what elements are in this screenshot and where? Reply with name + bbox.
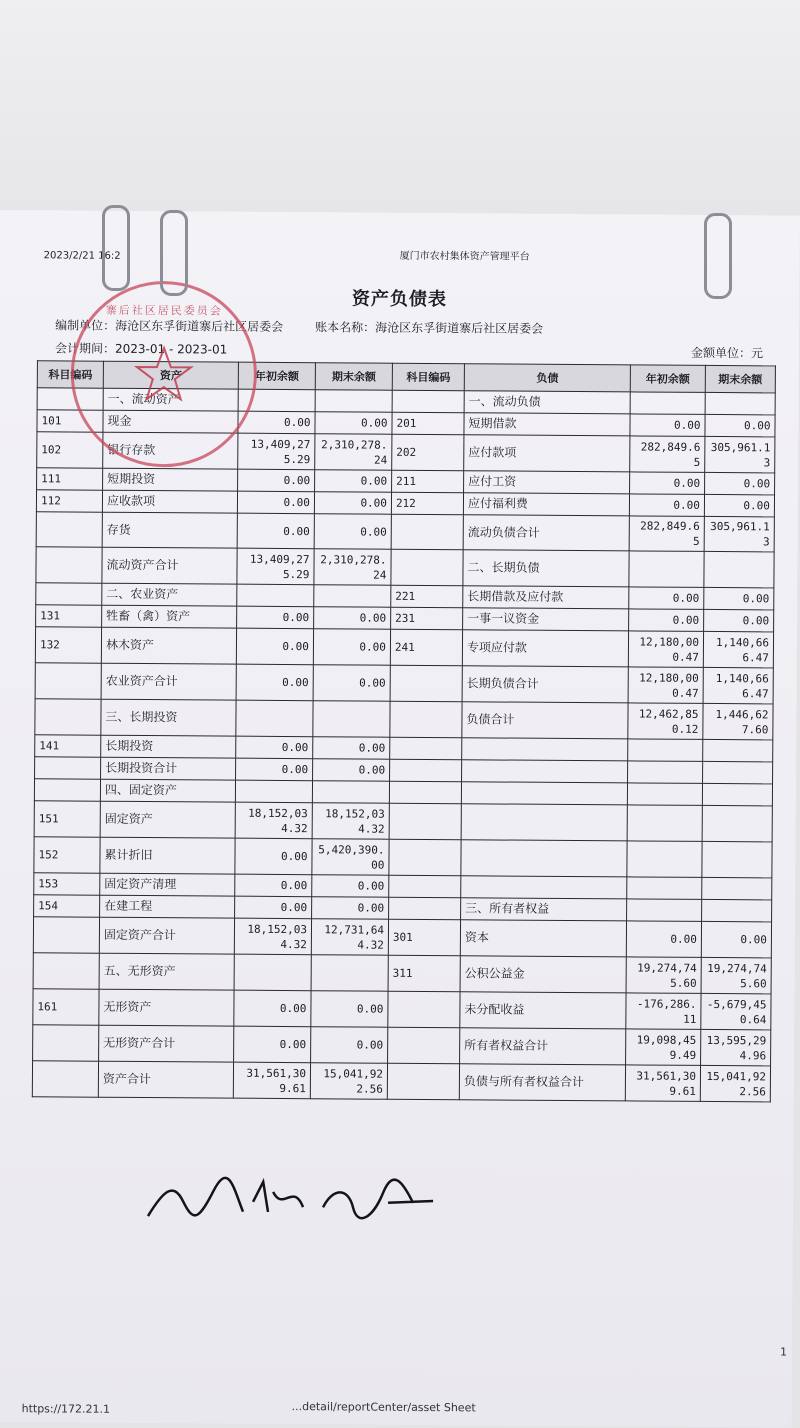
- cell-asset-name: 流动资产合计: [102, 547, 237, 584]
- cell-liab-code: 231: [391, 607, 463, 630]
- cell-liab-opening: [627, 805, 702, 842]
- table-row: [35, 663, 773, 704]
- cell-liab-closing: [704, 551, 774, 587]
- cell-liab-name: 负债与所有者权益合计: [459, 1064, 625, 1101]
- cell-liab-name: 短期借款: [464, 413, 630, 436]
- cell-liab-closing: [703, 761, 773, 783]
- cell-asset-closing: [312, 781, 389, 804]
- currency-unit: 金额单位：元: [690, 345, 764, 361]
- cell-liab-closing: [702, 841, 772, 877]
- cell-asset-opening: 0.00: [236, 758, 313, 781]
- cell-asset-opening: 0.00: [238, 411, 315, 434]
- official-seal: [70, 281, 257, 468]
- cell-liab-name: [461, 782, 627, 805]
- cell-asset-opening: [237, 584, 314, 607]
- cell-asset-opening: 0.00: [237, 491, 314, 514]
- paper-clip: [704, 213, 732, 299]
- cell-liab-name: 长期负债合计: [462, 666, 628, 703]
- cell-liab-code: 211: [392, 470, 464, 493]
- cell-liab-opening: 19,098,459.49: [626, 1029, 701, 1066]
- col-liability: 负债: [464, 364, 630, 392]
- cell-asset-code: 154: [34, 895, 100, 917]
- cell-liab-name: 一、流动负债: [464, 391, 630, 414]
- cell-asset-code: 131: [36, 605, 102, 627]
- cell-liab-name: 三、所有者权益: [461, 898, 627, 921]
- col-liability-closing: 期末余额: [705, 365, 775, 392]
- cell-asset-closing: [311, 955, 388, 992]
- cell-liab-opening: [629, 551, 704, 588]
- cell-asset-code: 132: [35, 627, 101, 663]
- cell-asset-code: 111: [37, 468, 103, 490]
- cell-asset-name: 资产合计: [98, 1061, 233, 1098]
- cell-asset-opening: 0.00: [235, 896, 312, 919]
- cell-liab-closing: 305,961.13: [704, 516, 774, 551]
- table-row: [34, 837, 772, 878]
- platform-name: 厦门市农村集体资产管理平台: [399, 250, 530, 263]
- footer-url: https://172.21.1: [21, 1402, 111, 1416]
- cell-asset-opening: 0.00: [234, 1026, 311, 1063]
- cell-liab-code: 311: [388, 955, 460, 992]
- cell-liab-name: [462, 738, 628, 761]
- cell-asset-closing: 0.00: [314, 492, 391, 515]
- cell-liab-closing: 0.00: [701, 921, 771, 957]
- cell-asset-closing: 2,310,278.24: [314, 549, 391, 586]
- cell-liab-code: 202: [392, 434, 464, 471]
- cell-liab-name: 未分配收益: [460, 992, 626, 1029]
- cell-asset-closing: 15,041,922.56: [310, 1063, 387, 1100]
- table-row: [34, 801, 772, 842]
- cell-liab-name: 资本: [460, 920, 626, 957]
- cell-liab-code: 221: [391, 585, 463, 608]
- cell-asset-code: [36, 547, 102, 583]
- cell-asset-name: 四、固定资产: [100, 779, 235, 802]
- cell-asset-name: 存货: [102, 512, 237, 548]
- cell-liab-closing: 0.00: [704, 609, 774, 631]
- cell-liab-code: [390, 737, 462, 760]
- cell-asset-name: 无形资产合计: [99, 1025, 234, 1062]
- cell-liab-closing: [702, 877, 772, 899]
- cell-asset-closing: 5,420,390.00: [312, 839, 389, 876]
- cell-asset-opening: 13,409,275.29: [237, 548, 314, 585]
- cell-liab-code: [387, 1063, 459, 1100]
- table-row: [36, 512, 774, 552]
- cell-liab-code: [388, 1027, 460, 1064]
- table-row: [35, 627, 773, 668]
- handwritten-signatures: [143, 1171, 443, 1233]
- cell-asset-code: [32, 1061, 98, 1097]
- cell-liab-code: [390, 665, 462, 702]
- cell-asset-closing: 18,152,034.32: [312, 803, 389, 840]
- cell-asset-name: 长期投资: [101, 735, 236, 758]
- cell-asset-opening: 0.00: [237, 513, 314, 549]
- cell-asset-closing: 0.00: [313, 629, 390, 666]
- cell-liab-name: 专项应付款: [462, 630, 628, 667]
- cell-liab-closing: 1,446,627.60: [703, 703, 773, 739]
- cell-asset-code: 102: [37, 432, 103, 468]
- table-row: [33, 953, 771, 994]
- account-name: 账本名称：海沧区东孚街道寨后社区居委会: [315, 320, 544, 336]
- cell-asset-closing: 2,310,278.24: [315, 434, 392, 471]
- cell-asset-closing: 0.00: [314, 607, 391, 630]
- cell-asset-opening: 0.00: [235, 874, 312, 897]
- cell-liab-name: 所有者权益合计: [460, 1028, 626, 1065]
- col-asset-closing: 期末余额: [315, 363, 392, 391]
- table-row: [32, 1061, 770, 1102]
- cell-liab-name: 负债合计: [462, 702, 628, 739]
- cell-asset-closing: 0.00: [312, 897, 389, 920]
- cell-asset-name: 现金: [103, 410, 238, 433]
- cell-liab-opening: 0.00: [630, 414, 705, 437]
- cell-asset-code: [35, 663, 101, 699]
- cell-asset-opening: 0.00: [236, 628, 313, 665]
- col-asset: 资产: [103, 361, 238, 389]
- cell-asset-closing: 0.00: [315, 412, 392, 435]
- col-asset-code: 科目编码: [37, 361, 103, 388]
- cell-liab-closing: 305,961.13: [705, 436, 775, 472]
- cell-liab-closing: 0.00: [705, 414, 775, 436]
- cell-liab-code: [391, 549, 463, 586]
- page-title: 资产负债表: [351, 288, 447, 311]
- cell-asset-code: 153: [34, 873, 100, 895]
- cell-asset-closing: 0.00: [311, 991, 388, 1028]
- cell-liab-name: [461, 840, 627, 877]
- cell-asset-closing: 0.00: [312, 875, 389, 898]
- cell-asset-closing: [315, 390, 392, 413]
- cell-asset-name: 应收款项: [102, 490, 237, 513]
- cell-asset-opening: 0.00: [236, 664, 313, 701]
- cell-asset-name: 三、长期投资: [101, 699, 236, 736]
- cell-asset-name: 牲畜（禽）资产: [102, 605, 237, 628]
- cell-liab-code: [389, 897, 461, 920]
- background-wall: [0, 0, 800, 222]
- cell-liab-opening: -176,286.11: [626, 993, 701, 1030]
- page-mark: 1: [780, 1345, 788, 1359]
- cell-asset-opening: 13,409,275.29: [238, 433, 315, 470]
- cell-asset-opening: [236, 700, 313, 737]
- cell-asset-name: 农业资产合计: [101, 663, 236, 700]
- cell-liab-closing: [705, 392, 775, 414]
- seal-star-icon: [134, 344, 194, 404]
- cell-asset-code: 161: [33, 989, 99, 1025]
- col-liability-opening: 年初余额: [630, 365, 705, 393]
- compiling-unit: 编制单位：海沧区东孚街道寨后社区居委会: [55, 318, 284, 334]
- cell-liab-code: [390, 759, 462, 782]
- cell-liab-opening: [627, 899, 702, 922]
- cell-asset-name: 累计折旧: [100, 837, 235, 874]
- cell-asset-code: [35, 757, 101, 779]
- table-row: [36, 547, 774, 588]
- cell-asset-opening: 0.00: [237, 606, 314, 629]
- cell-liab-opening: 12,180,000.47: [628, 667, 703, 704]
- cell-liab-closing: [702, 783, 772, 805]
- cell-asset-name: 固定资产合计: [99, 917, 234, 954]
- cell-liab-opening: 282,849.65: [629, 516, 704, 552]
- cell-asset-code: 141: [35, 735, 101, 757]
- cell-liab-opening: [628, 761, 703, 784]
- cell-liab-opening: 0.00: [630, 472, 705, 495]
- balance-sheet-table: [32, 360, 776, 1102]
- cell-asset-code: [35, 699, 101, 735]
- cell-asset-code: [36, 512, 102, 547]
- cell-asset-name: 五、无形资产: [99, 953, 234, 990]
- cell-liab-name: 流动负债合计: [463, 515, 629, 551]
- cell-asset-opening: 31,561,309.61: [233, 1062, 310, 1099]
- cell-liab-opening: [627, 877, 702, 900]
- cell-liab-name: 应付款项: [464, 435, 630, 472]
- cell-asset-code: [33, 953, 99, 989]
- cell-liab-opening: [628, 739, 703, 762]
- cell-liab-closing: 19,274,745.60: [701, 957, 771, 993]
- cell-liab-code: [388, 991, 460, 1028]
- cell-liab-name: 应付福利费: [463, 493, 629, 516]
- cell-liab-opening: 31,561,309.61: [625, 1065, 700, 1102]
- cell-liab-code: 301: [388, 919, 460, 956]
- cell-asset-closing: 0.00: [313, 737, 390, 760]
- cell-liab-closing: 0.00: [705, 472, 775, 494]
- accounting-period: 会计期间：2023-01 - 2023-01: [54, 341, 228, 357]
- cell-asset-code: [36, 583, 102, 605]
- balance-sheet-paper: [0, 210, 800, 1428]
- cell-liab-opening: 0.00: [626, 921, 701, 958]
- cell-asset-name: 林木资产: [101, 627, 236, 664]
- cell-asset-code: [33, 1025, 99, 1061]
- cell-asset-closing: 0.00: [313, 759, 390, 782]
- footer-path: ...detail/reportCenter/asset Sheet: [291, 1400, 476, 1415]
- cell-asset-code: 151: [34, 801, 100, 837]
- cell-asset-code: 152: [34, 837, 100, 873]
- cell-liab-name: 一事一议资金: [463, 608, 629, 631]
- cell-asset-opening: [234, 954, 311, 991]
- cell-liab-closing: [703, 739, 773, 761]
- cell-asset-closing: 0.00: [315, 470, 392, 493]
- col-liability-code: 科目编码: [392, 363, 464, 391]
- cell-asset-closing: 0.00: [314, 514, 391, 550]
- cell-asset-code: 101: [37, 410, 103, 432]
- cell-asset-name: 一、流动资产: [103, 388, 238, 411]
- cell-liab-name: [461, 804, 627, 841]
- cell-liab-opening: [627, 841, 702, 878]
- cell-asset-opening: [235, 780, 312, 803]
- cell-asset-code: [33, 917, 99, 953]
- cell-liab-opening: 19,274,745.60: [626, 957, 701, 994]
- cell-liab-code: [389, 781, 461, 804]
- cell-liab-name: 二、长期负债: [463, 550, 629, 587]
- cell-liab-opening: 12,462,850.12: [628, 703, 703, 740]
- cell-liab-closing: -5,679,450.64: [701, 993, 771, 1029]
- cell-liab-closing: 1,140,666.47: [703, 667, 773, 703]
- cell-asset-opening: 0.00: [234, 990, 311, 1027]
- cell-asset-name: 在建工程: [100, 895, 235, 918]
- cell-liab-closing: [702, 899, 772, 921]
- cell-asset-closing: [313, 701, 390, 738]
- cell-asset-name: 固定资产清理: [100, 873, 235, 896]
- cell-liab-name: 公积公益金: [460, 956, 626, 993]
- col-asset-opening: 年初余额: [238, 362, 315, 390]
- print-date: 2023/2/21 16:2: [43, 250, 121, 262]
- cell-asset-name: 长期投资合计: [101, 757, 236, 780]
- cell-liab-name: 应付工资: [464, 471, 630, 494]
- cell-asset-closing: [314, 585, 391, 608]
- cell-liab-closing: 1,140,666.47: [703, 631, 773, 667]
- cell-asset-code: [34, 779, 100, 801]
- seal-text: 寨后社区居民委员会: [105, 303, 223, 318]
- cell-liab-opening: 0.00: [629, 494, 704, 517]
- cell-asset-opening: 18,152,034.32: [235, 802, 312, 839]
- cell-asset-opening: 0.00: [236, 736, 313, 759]
- cell-liab-closing: [702, 805, 772, 841]
- table-row: [33, 1025, 771, 1066]
- cell-asset-name: 固定资产: [100, 801, 235, 838]
- cell-liab-name: [461, 876, 627, 899]
- cell-liab-code: [389, 875, 461, 898]
- cell-asset-name: 二、农业资产: [102, 583, 237, 606]
- cell-liab-closing: 13,595,294.96: [701, 1029, 771, 1065]
- cell-asset-code: 112: [36, 490, 102, 512]
- cell-asset-opening: 18,152,034.32: [234, 918, 311, 955]
- cell-asset-closing: 0.00: [311, 1027, 388, 1064]
- cell-asset-name: 短期投资: [103, 468, 238, 491]
- cell-liab-code: [390, 701, 462, 738]
- signature-area: [143, 1171, 443, 1237]
- cell-asset-opening: 0.00: [238, 469, 315, 492]
- cell-liab-code: 241: [390, 629, 462, 666]
- cell-asset-name: 无形资产: [99, 989, 234, 1026]
- cell-liab-code: [392, 390, 464, 413]
- cell-liab-closing: 0.00: [704, 494, 774, 516]
- cell-liab-code: [391, 514, 463, 550]
- cell-liab-opening: 282,849.65: [630, 436, 705, 473]
- cell-liab-name: [462, 760, 628, 783]
- cell-liab-closing: 0.00: [704, 587, 774, 609]
- cell-asset-closing: 0.00: [313, 665, 390, 702]
- paper-clip: [160, 210, 188, 296]
- cell-liab-code: [389, 803, 461, 840]
- cell-asset-opening: 0.00: [235, 838, 312, 875]
- cell-liab-code: [389, 839, 461, 876]
- cell-liab-opening: 12,180,000.47: [628, 631, 703, 668]
- cell-liab-code: 212: [391, 492, 463, 515]
- cell-liab-closing: 15,041,922.56: [700, 1065, 770, 1101]
- cell-liab-code: 201: [392, 412, 464, 435]
- paper-clip: [102, 205, 130, 291]
- cell-liab-opening: 0.00: [629, 587, 704, 610]
- cell-liab-opening: [627, 783, 702, 806]
- cell-liab-name: 长期借款及应付款: [463, 586, 629, 609]
- cell-asset-name: 银行存款: [103, 432, 238, 469]
- cell-liab-opening: 0.00: [629, 609, 704, 632]
- cell-asset-closing: 12,731,644.32: [311, 919, 388, 956]
- table-row: [33, 917, 771, 958]
- table-row: [35, 699, 773, 740]
- table-row: [33, 989, 771, 1030]
- cell-liab-opening: [630, 392, 705, 415]
